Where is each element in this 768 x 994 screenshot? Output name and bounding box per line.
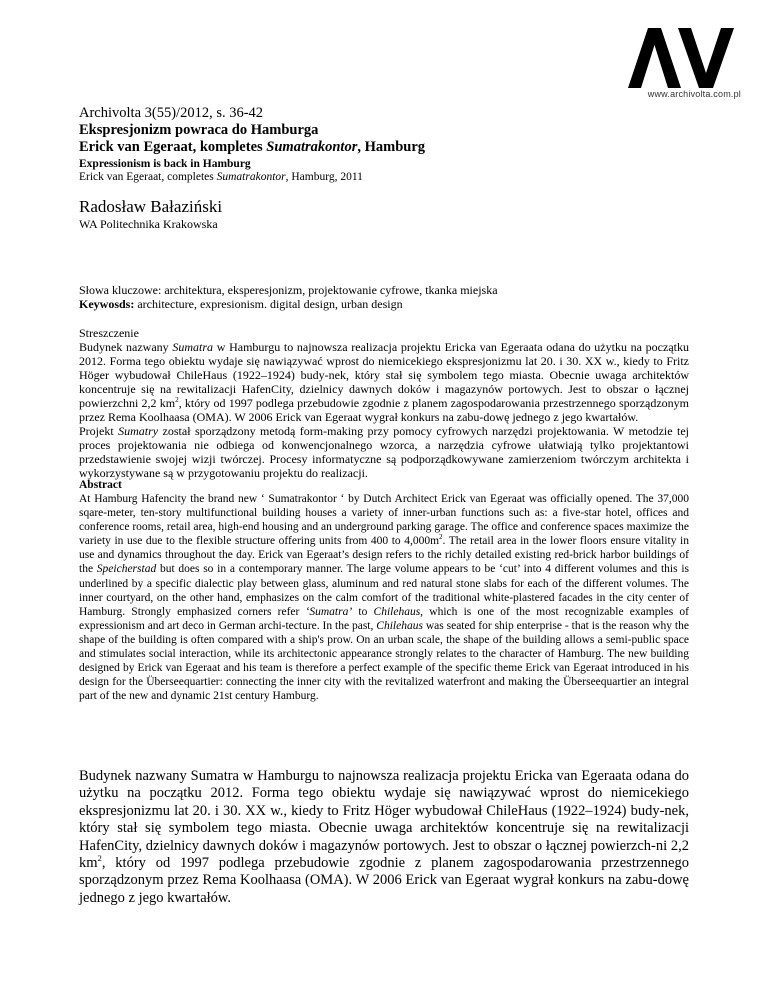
streszczenie-paragraph-1: Budynek nazwany Sumatra w Hamburgu to najnowsza realizacja projektu Ericka van Egeraata odana do użytku na początku 2012. Forma tego obiektu wydaje się nawiązywać wprost do niemicekiego ekspresjonizmu lat 20. i 30. XX w., kiedy to Fritz Höger wybudował ChileHaus (1922–1924) budy-nek, który stał się symbolem tego miasta. Obecnie uwaga architektów koncentruje się na rewitalizacji HafenCity, dzielnicy dawnych doków i magazynów portowych. Jest to obszar o łącznej powierzchni 2,2 $km^2$, który od 1997 podlega przebudowie zgodnie z planem zagospodarowania przestrzennego sporządzonym przez Rema Koolhaasa (OMA). W 2006 Erick van Egeraat wygrał konkurs na zabu-dowę jednego z jego kwartałów. (79, 340, 689, 424)
logo-url: www.archivolta.com.pl (647, 89, 741, 99)
title-pl: Ekspresjonizm powraca do Hamburga (79, 122, 319, 138)
streszczenie-heading: Streszczenie (79, 326, 139, 340)
keywords-pl: Słowa kluczowe: architektura, eksperesjonizm, projektowanie cyfrowe, tkanka miejska (79, 283, 498, 297)
title-en: Expressionism is back in Hamburg (79, 158, 251, 170)
author-name: Radosław Bałaziński (79, 197, 223, 216)
author-affiliation: WA Politechnika Krakowska (79, 217, 218, 231)
abstract-heading: Abstract (79, 479, 122, 491)
streszczenie-text (79, 340, 689, 480)
body-paragraph: Budynek nazwany Sumatra w Hamburgu to najnowsza realizacja projektu Ericka van Egeraata odana do użytku na początku 2012. Forma tego obiektu wydaje się nawiązywać wprost do niemicekiego ekspresjonizmu lat 20. i 30. XX w., kiedy to Fritz Höger wybudował ChileHaus (1922–1924) budy-nek, który stał się symbolem tego miasta. Obecnie uwaga architektów koncentruje się na rewitalizacji HafenCity, dzielnicy dawnych doków i magazynów portowych. Jest to obszar o łącznej powierzch-ni 2,2 $km^2$, który od 1997 podlega przebudowie zgodnie z planem zagospodarowania przestrzennego sporządzonym przez Rema Koolhaasa (OMA). W 2006 Erick van Egeraat wygrał konkurs na zabu-dowę jednego z jego kwartałów. (79, 768, 689, 906)
abstract-text: At Hamburg Hafencity the brand new ‘ Sumatrakontor ‘ by Dutch Architect Erick van Egeraat was officially opened. The 37,000 sqare-meter, ten-story multifunctional building houses a variety of inner-urban functions such as: a five-star hotel, offices and conference rooms, retail area, high-end housing and an underground parking garage. The office and conference spaces maximize the variety in use due to the flexible structure offering units from 400 to $4,000m^2$. The retail area in the lower floors ensure vitality in use and dynamics throughout the day. Erick van Egeraat’s design refers to the richly detailed existing red-brick harbor buildings of the Speicherstad but does so in a contemporary manner. The large volume appears to be ‘cut’ into 4 different volumes and this is underlined by a specific dialectic play between glass, aluminum and red natural stone slabs for each of the different volumes. The inner courtyard, on the other hand, emphasizes on the calm comfort of the traditional white-plastered facades in the city center of Hamburg. Strongly emphasized corners refer ‘Sumatra’ to Chilehaus, which is one of the most recognizable examples of expressionism and art deco in German archi-tecture. In the past, Chilehaus was seated for ship enterprise - that is the reason why the shape of the building is often compared with a ship's prow. On an urban scale, the shape of the building allows a semi-public space and stimulates social interaction, while its architectonic appearance strongly relates to the character of Hamburg. The new building designed by Erick van Egeraat and his team is therefore a perfect example of the specific theme Erick van Egeraat introduced in his design for the Überseequartier: connecting the inner city with the revitalized waterfront and making the Überseequartier an integral part of the new and dynamic 21st century Hamburg. (79, 493, 689, 703)
subtitle-en: Erick van Egeraat, completes Sumatrakontor, Hamburg, 2011 (79, 171, 363, 183)
subtitle-pl: Erick van Egeraat, kompletes Sumatrakontor, Hamburg (79, 139, 426, 155)
archivolta-logo (628, 28, 734, 88)
streszczenie-paragraph-2: Projekt Sumatry został sporządzony metodą form-making przy pomocy cyfrowych narzędzi projektowania. W metodzie tej proces projektowania nie odbiega od konwencjonalnego wzorca, a narzędzia cyfrowe ułatwiają tylko projektantowi przedstawienie swojej wizji twórczej. Procesy informatyczne są podporządkowywane zamierzeniom twórczym architekta i wykorzystywane są w przygotowaniu projektu do realizacji. (79, 424, 689, 480)
keywords-en: Keywosds: architecture, expresionism. digital design, urban design (79, 297, 403, 311)
citation: Archivolta 3(55)/2012, s. 36-42 (79, 105, 264, 121)
